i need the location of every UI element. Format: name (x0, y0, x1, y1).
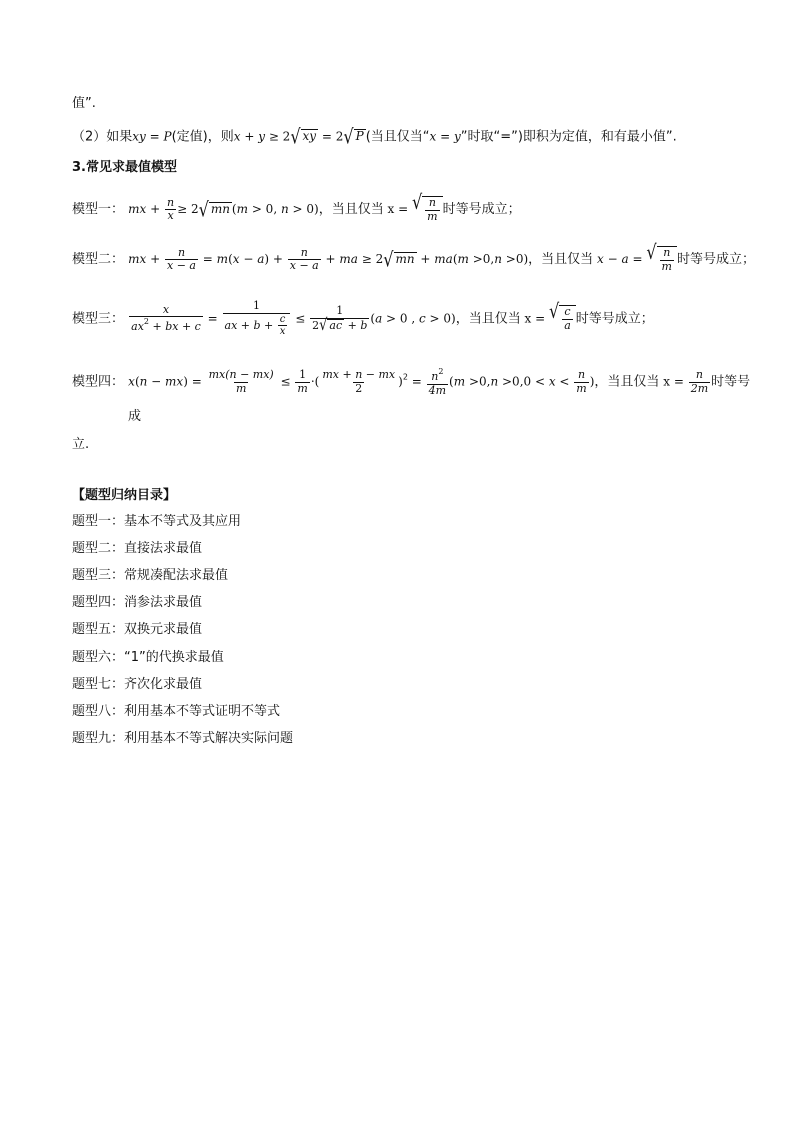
catalog-item: 题型五：双换元求最值 (72, 622, 203, 637)
model-4-cheng: 成 (128, 409, 142, 424)
model-4-when: ，当且仅当 (594, 374, 660, 390)
model-2-when: ，当且仅当 (528, 252, 594, 268)
catalog-title: 【题型归纳目录】 (72, 488, 177, 503)
model-3-label: 模型三： (72, 311, 125, 327)
item-2-when-a: (当且仅当“ (365, 129, 430, 145)
catalog-item: 题型三：常规凑配法求最值 (72, 568, 229, 583)
model-1-label: 模型一： (72, 202, 125, 218)
model-4: 模型四： x(n − mx) = $\frac{mx(n - mx)}{m}$ ≤ $\frac{1}{m}$ ·( $\frac{mx + n - mx}{2}$ )$^2$ = $\frac{n^2}{4m}$ (m >0,n >0,0 < x < $\frac{n}{m}$ )，当且仅当 x = $\frac{n}{2m}$ 时等号 (72, 367, 751, 397)
model-3-eq: 时等号成立； (575, 311, 654, 327)
catalog-item: 题型一：基本不等式及其应用 (72, 514, 242, 529)
model-2: 模型二： mx + $\frac{n}{x - a}$ = m(x − a) + $\frac{n}{x - a}$ + ma ≥ 2 √ mn + ma(m >0,n >0)，当且仅当 x − a = √ $\frac{n}{m}$ 时等号成立； (72, 240, 755, 273)
model-2-eq: 时等号成立； (676, 252, 755, 268)
model-4-eq: 时等号 (711, 374, 751, 390)
item-2-cond: (定值)，则 (171, 129, 234, 145)
model-1-when: ，当且仅当 (318, 202, 384, 218)
catalog-item: 题型八：利用基本不等式证明不等式 (72, 704, 281, 719)
item-2-when-b: ”时取“=”)即积为定值，和有最小值”. (460, 129, 677, 145)
model-1: 模型一： mx + $\frac{n}{x}$ ≥ 2 √ mn (m > 0, n > 0)，当且仅当 x = √ $\frac{n}{m}$ 时等号成立； (72, 190, 521, 223)
model-3-when: ，当且仅当 (455, 311, 521, 327)
model-2-label: 模型二： (72, 252, 125, 268)
model-3: 模型三： $\frac{x}{ax^2 + bx + c}$ = 1 ax + b + $\frac{c}{x}$ ≤ 1 2 √ ac + b (a > 0 , c > 0)，当且仅当 x = √ $\frac{c}{a}$ 时等号成立； (72, 299, 654, 338)
catalog-item: 题型六：“1”的代换求最值 (72, 650, 224, 665)
catalog-item: 题型二：直接法求最值 (72, 541, 203, 556)
section-3-heading: 3.常见求最值模型 (72, 160, 177, 175)
catalog-item: 题型七：齐次化求最值 (72, 677, 203, 692)
model-1-eq: 时等号成立； (442, 202, 521, 218)
item-2-prefix: （2）如果 (72, 129, 133, 145)
catalog-item: 题型四：消参法求最值 (72, 595, 203, 610)
continuation-text: 值”. (72, 96, 96, 111)
model-4-label: 模型四： (72, 374, 125, 390)
catalog-item: 题型九：利用基本不等式解决实际问题 (72, 731, 294, 746)
item-2-line: （2）如果xy = P(定值)，则x + y ≥ 2 √ xy = 2 √ P (当且仅当“x = y”时取“=”)即积为定值，和有最小值”. (72, 124, 677, 149)
model-4-li: 立. (72, 437, 90, 452)
